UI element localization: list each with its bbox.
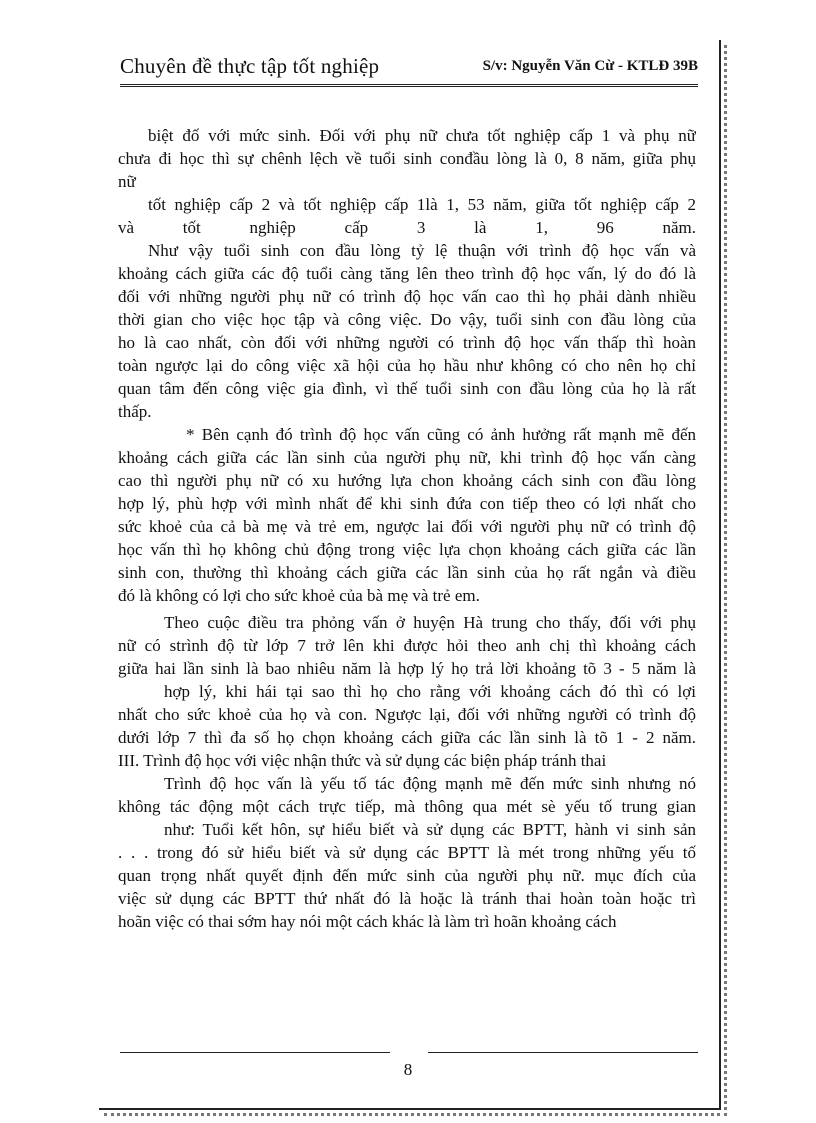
body-text: [118, 124, 696, 933]
text-line: Như vậy tuổi sinh con đầu lòng tỷ lệ thuận với trình độ học vấn và: [148, 241, 696, 260]
text-line: đối với những người phụ nữ có trình độ học vấn cao thì họ phải dành nhiều: [118, 287, 696, 306]
text-line: khoảng cách giữa các độ tuổi càng tăng lên theo trình độ học vấn, lý do đó là: [118, 264, 696, 283]
text-line: và tốt nghiệp cấp 3 là 1, 96 năm.: [118, 218, 696, 237]
text-line: học vấn thì họ không chủ động trong việc lựa chọn khoảng cách giữa các lần: [118, 540, 696, 559]
text-line: cao thì người phụ nữ có xu hướng lựa chon khoảng cách sinh con đầu lòng: [118, 471, 696, 490]
text-line: toàn ngược lại do công việc xã hội của họ hầu như không có cho nên họ chỉ: [118, 356, 696, 375]
text-line: Trình độ học vấn là yếu tố tác động mạnh mẽ đến mức sinh nhưng nó: [164, 774, 696, 793]
text-line: hoãn việc có thai sớm hay nói một cách khác là làm trì hoãn khoảng cách: [118, 912, 617, 931]
text-line: ho là cao nhất, còn đối với những người có trình độ học vấn thấp thì hoàn: [118, 333, 696, 352]
header-title: Chuyên đề thực tập tốt nghiệp: [120, 54, 380, 78]
text-line: thấp.: [118, 402, 152, 421]
text-line: tốt nghiệp cấp 2 và tốt nghiệp cấp 1là 1, 53 năm, giữa tốt nghiệp cấp 2: [148, 195, 696, 214]
text-line: * Bên cạnh đó trình độ học vấn cũng có ảnh hưởng rất mạnh mẽ đến: [186, 425, 696, 444]
text-line: hợp lý, khi hái tại sao thì họ cho rằng với khoảng cách đó thì có lợi: [164, 682, 696, 701]
text-line: đó là không có lợi cho sức khoẻ của bà mẹ và trẻ em.: [118, 586, 480, 605]
text-line: sinh con, thường thì khoảng cách giữa các lần sinh của họ rất ngắn và điều: [118, 563, 696, 582]
text-line: biệt đố với mức sinh. Đối với phụ nữ chưa tốt nghiệp cấp 1 và phụ nữ: [148, 126, 696, 145]
text-line: khoảng cách giữa các lần sinh của người phụ nữ, khi trình độ học vấn càng: [118, 448, 696, 467]
text-line: không tác động một cách trực tiếp, mà thông qua mét sè yếu tố trung gian: [118, 797, 696, 816]
text-line: thời gian cho việc học tập và công việc. Do vậy, tuổi sinh con đầu lòng của: [118, 310, 696, 329]
text-line: dưới lớp 7 thì đa số họ chọn khoảng cách giữa các lần sinh là tõ 1 - 2 năm.: [118, 728, 696, 747]
text-line: việc sử dụng các BPTT thứ nhất đó là hoặc là tránh thai hoàn toàn hoặc trì: [118, 889, 696, 908]
footer-rule-right: [428, 1052, 698, 1053]
header-author: S/v: Nguyễn Văn Cừ - KTLĐ 39B: [482, 58, 698, 74]
text-line: nhất cho sức khoẻ của họ và con. Ngược lại, đối với những người có trình độ: [118, 705, 696, 724]
page-number: 8: [403, 1060, 413, 1079]
text-line: nữ: [118, 172, 136, 191]
text-line: giữa hai lần sinh là bao nhiêu năm là hợp lý họ trả lời khoảng tõ 3 - 5 năm là: [118, 659, 696, 678]
page-header: [120, 50, 698, 87]
footer-rule-left: [120, 1052, 390, 1053]
text-line: hợp lý, phù hợp với mình nhất để khi sinh đứa con tiếp theo có lợi nhất cho: [118, 494, 696, 513]
text-line: nữ có strình độ từ lớp 7 trở lên khi được hỏi theo anh chị thì khoảng cách: [118, 636, 696, 655]
text-line: . . . trong đó sử hiểu biết và sử dụng các BPTT là mét trong những yếu tố: [118, 843, 696, 862]
text-line: sức khoẻ của cả bà mẹ và trẻ em, ngược lai đối với người phụ nữ có trình độ: [118, 517, 696, 536]
section-heading: III. Trình độ học với việc nhận thức và sử dụng các biện pháp tránh thai: [118, 751, 607, 770]
text-line: quan tâm đến công việc gia đình, vì thế tuổi sinh con đầu lòng của họ là rất: [118, 379, 696, 398]
text-line: chưa đi học thì sự chênh lệch về tuổi sinh conđầu lòng là 0, 8 năm, giữa phụ: [118, 149, 696, 168]
text-line: Theo cuộc điều tra phỏng vấn ở huyện Hà trung cho thấy, đối với phụ: [164, 613, 696, 632]
text-line: như: Tuổi kết hôn, sự hiểu biết và sử dụng các BPTT, hành vi sinh sản: [164, 820, 696, 839]
text-line: quan trọng nhất quyết định đến mức sinh của người phụ nữ. mục đích của: [118, 866, 696, 885]
